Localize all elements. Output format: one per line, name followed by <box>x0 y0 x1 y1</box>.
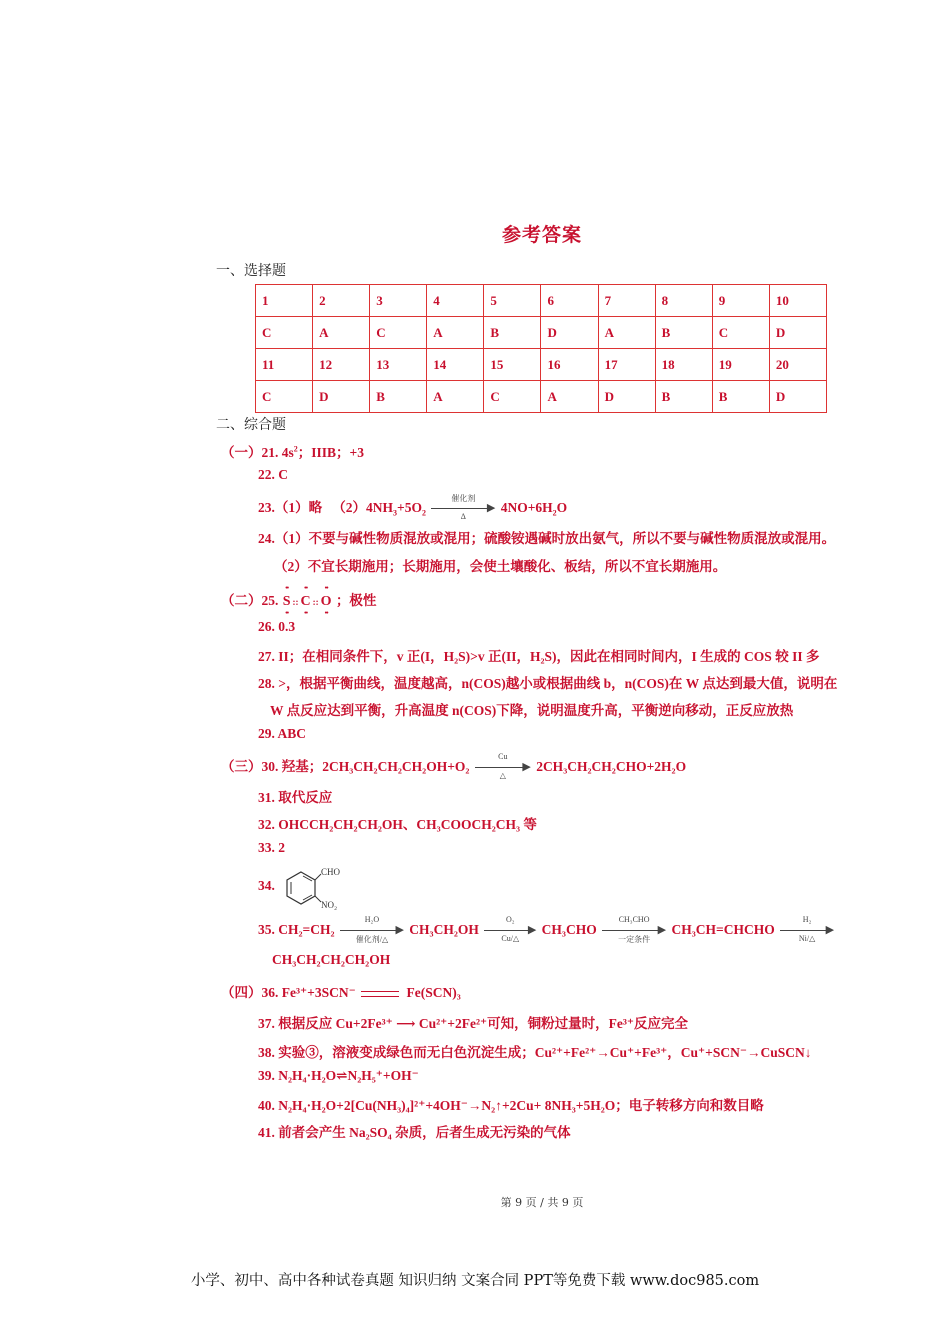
benzene-structure <box>283 866 363 914</box>
table-cell: 20 <box>769 349 826 381</box>
q36-text-b: Fe(SCN)₃ <box>406 985 461 1000</box>
answer-36 <box>221 981 461 1001</box>
table-cell: 3 <box>370 285 427 317</box>
answer-23 <box>258 493 568 521</box>
answer-31: 31. 取代反应 <box>258 790 333 805</box>
q25-tail: ；极性 <box>335 593 377 608</box>
table-row <box>256 381 827 413</box>
arrow-condition-top: H₂O <box>364 914 380 924</box>
part-label-1: （一） <box>221 445 262 460</box>
equilibrium-arrow <box>361 988 401 1000</box>
answer-24-1: 24.（1）不要与碱性物质混放或混用；硫酸铵遇碱时放出氨气，所以不要与碱性物质混放或混用。 <box>258 531 836 546</box>
q35-text-a: 35. CH₂=CH₂ <box>258 922 335 937</box>
answer-39: 39. N₂H₄·H₂O⇌N₂H₅⁺+OH⁻ <box>258 1068 419 1083</box>
table-cell: A <box>541 381 598 413</box>
table-cell: 6 <box>541 285 598 317</box>
arrow-condition-top: O₂ <box>505 914 515 924</box>
answer-22: 22. C <box>258 467 288 482</box>
answer-35 <box>258 914 836 944</box>
answer-34: 34. <box>258 878 275 893</box>
atom-s: •• S •• <box>283 594 291 610</box>
table-cell: 14 <box>427 349 484 381</box>
page-title: 参考答案 <box>501 224 582 246</box>
arrow-condition-bottom: Cu/△ <box>501 933 520 943</box>
arrow-condition-bottom: △ <box>499 770 506 780</box>
answer-24-2: （2）不宜长期施用；长期施用，会使土壤酸化、板结，所以不宜长期施用。 <box>274 559 727 574</box>
part-label-4: （四） <box>221 985 262 1000</box>
table-cell: 2 <box>313 285 370 317</box>
table-cell: B <box>655 381 712 413</box>
table-cell: 8 <box>655 285 712 317</box>
arrow-condition-bottom: 催化剂/△ <box>355 934 389 944</box>
q35-text-c: CH₃CHO <box>541 922 597 937</box>
table-cell: D <box>769 381 826 413</box>
reaction-arrow: Cu ▶ △ <box>475 761 531 775</box>
arrow-condition-top: Cu <box>498 751 508 761</box>
answer-37: 37. 根据反应 Cu+2Fe³⁺ ⟶ Cu²⁺+2Fe²⁺可知，铜粉过量时，Fe³⁺反应完全 <box>258 1016 689 1031</box>
table-cell: 17 <box>598 349 655 381</box>
reaction-arrow: O₂ ▶ Cu/△ <box>484 924 536 938</box>
q23-text-d: O <box>556 500 568 515</box>
table-cell: C <box>256 317 313 349</box>
q23-sub-a: 3 <box>393 508 397 518</box>
answer-33: 33. 2 <box>258 840 285 855</box>
bond-pair-a: :: <box>292 596 299 607</box>
answer-26: 26. 0.3 <box>258 619 296 634</box>
table-cell: B <box>370 381 427 413</box>
answer-41: 41. 前者会产生 Na₂SO₄ 杂质，后者生成无污染的气体 <box>258 1125 571 1140</box>
atom-o: •• O •• <box>321 594 332 610</box>
reaction-arrow: CH₃CHO ▶ 一定条件 <box>602 924 666 938</box>
arrow-condition-bottom: Δ <box>460 511 466 521</box>
table-cell: A <box>313 317 370 349</box>
arrow-condition-top: CH₃CHO <box>618 914 650 924</box>
q35-text-d: CH₃CH=CHCHO <box>671 922 775 937</box>
table-cell: C <box>256 381 313 413</box>
table-cell: C <box>370 317 427 349</box>
substituent-cho: CHO <box>321 867 341 877</box>
reaction-arrow: H₂ ▶ Ni/△ <box>780 924 834 938</box>
answer-28-2: W 点反应达到平衡，升高温度 n(COS)下降，说明温度升高，平衡逆向移动，正反应放热 <box>270 703 794 718</box>
lewis-structure-cos <box>282 594 333 610</box>
table-cell: 19 <box>712 349 769 381</box>
table-cell: A <box>598 317 655 349</box>
page-number: 第 9 页 / 共 9 页 <box>500 1196 584 1209</box>
table-cell: 4 <box>427 285 484 317</box>
q30-text-b: 2CH₃CH₂CH₂CHO+2H₂O <box>536 759 687 774</box>
reaction-arrow: 催化剂 ▶ Δ <box>431 502 495 516</box>
table-cell: C <box>712 317 769 349</box>
q23-text-b: +5O <box>397 500 422 515</box>
q30-text-a: 30. 羟基；2CH₃CH₂CH₂CH₂OH+O₂ <box>261 759 470 774</box>
table-cell: A <box>427 317 484 349</box>
table-row <box>256 349 827 381</box>
table-cell: D <box>313 381 370 413</box>
answer-29: 29. ABC <box>258 726 307 741</box>
part-label-2: （二） <box>221 593 262 608</box>
table-cell: A <box>427 381 484 413</box>
answer-25 <box>221 589 376 610</box>
q23-text-c: 4NO+6H <box>500 500 553 515</box>
table-cell: 15 <box>484 349 541 381</box>
table-cell: B <box>655 317 712 349</box>
q23-sub-b: 2 <box>421 508 426 518</box>
table-row <box>256 317 827 349</box>
answer-30 <box>221 751 687 780</box>
answer-38: 38. 实验③，溶液变成绿色而无白色沉淀生成；Cu²⁺+Fe²⁺→Cu⁺+Fe³⁺，Cu⁺+SCN⁻→CuSCN↓ <box>258 1045 812 1060</box>
table-cell: 13 <box>370 349 427 381</box>
section-heading-choice: 一、选择题 <box>216 263 286 279</box>
answer-32: 32. OHCCH₂CH₂CH₂OH、CH₃COOCH₂CH₃ 等 <box>258 817 537 832</box>
part-label-3: （三） <box>221 759 262 774</box>
q36-text-a: 36. Fe³⁺+3SCN⁻ <box>261 985 356 1000</box>
arrow-condition-top: 催化剂 <box>451 493 476 503</box>
answer-40: 40. N₂H₄·H₂O+2[Cu(NH₃)₄]²⁺+4OH⁻→N₂↑+2Cu+ 8NH₃+5H₂O；电子转移方向和数目略 <box>258 1098 764 1113</box>
table-cell: C <box>484 381 541 413</box>
q21-sup: 2 <box>293 444 298 454</box>
answer-28-1: 28. >，根据平衡曲线，温度越高，n(COS)越小或根据曲线 b，n(COS)在 W 点达到最大值，说明在 <box>258 676 838 691</box>
table-cell: 18 <box>655 349 712 381</box>
q25-number: 25. <box>261 593 279 608</box>
table-cell: 1 <box>256 285 313 317</box>
answer-table <box>255 284 827 413</box>
table-cell: 16 <box>541 349 598 381</box>
answer-27: 27. II；在相同条件下，v 正(I，H₂S)>v 正(II，H₂S)，因此在相同时间内，I 生成的 COS 较 II 多 <box>258 649 820 664</box>
q35-text-b: CH₃CH₂OH <box>409 922 479 937</box>
table-cell: 10 <box>769 285 826 317</box>
arrow-condition-top: H₂ <box>802 914 812 924</box>
table-row <box>256 285 827 317</box>
table-cell: 5 <box>484 285 541 317</box>
table-cell: D <box>541 317 598 349</box>
answer-35-product: CH₃CH₂CH₂CH₂OH <box>272 952 391 967</box>
q23-text-a: 23.（1）略 （2）4NH <box>258 500 393 515</box>
table-cell: B <box>484 317 541 349</box>
substituent-no2: NO₂ <box>321 900 338 910</box>
table-cell: 9 <box>712 285 769 317</box>
table-cell: 11 <box>256 349 313 381</box>
table-cell: B <box>712 381 769 413</box>
q21-text: 21. 4s <box>261 445 294 460</box>
section-heading-comprehensive: 二、综合题 <box>216 417 286 433</box>
arrow-condition-bottom: Ni/△ <box>798 933 816 943</box>
table-cell: D <box>769 317 826 349</box>
atom-c: •• C •• <box>301 594 311 610</box>
footer-ad-text: 小学、初中、高中各种试卷真题 知识归纳 文案合同 PPT等免费下载 www.doc985.com <box>190 1273 760 1289</box>
bond-pair-b: :: <box>312 596 319 607</box>
arrow-condition-bottom: 一定条件 <box>618 934 651 944</box>
q21-rest: ；IIIB；+3 <box>297 445 364 460</box>
table-cell: D <box>598 381 655 413</box>
reaction-arrow: H₂O ▶ 催化剂/△ <box>340 924 404 938</box>
q23-sub-c: 2 <box>552 508 557 518</box>
table-cell: 12 <box>313 349 370 381</box>
answer-21 <box>221 441 364 461</box>
table-cell: 7 <box>598 285 655 317</box>
